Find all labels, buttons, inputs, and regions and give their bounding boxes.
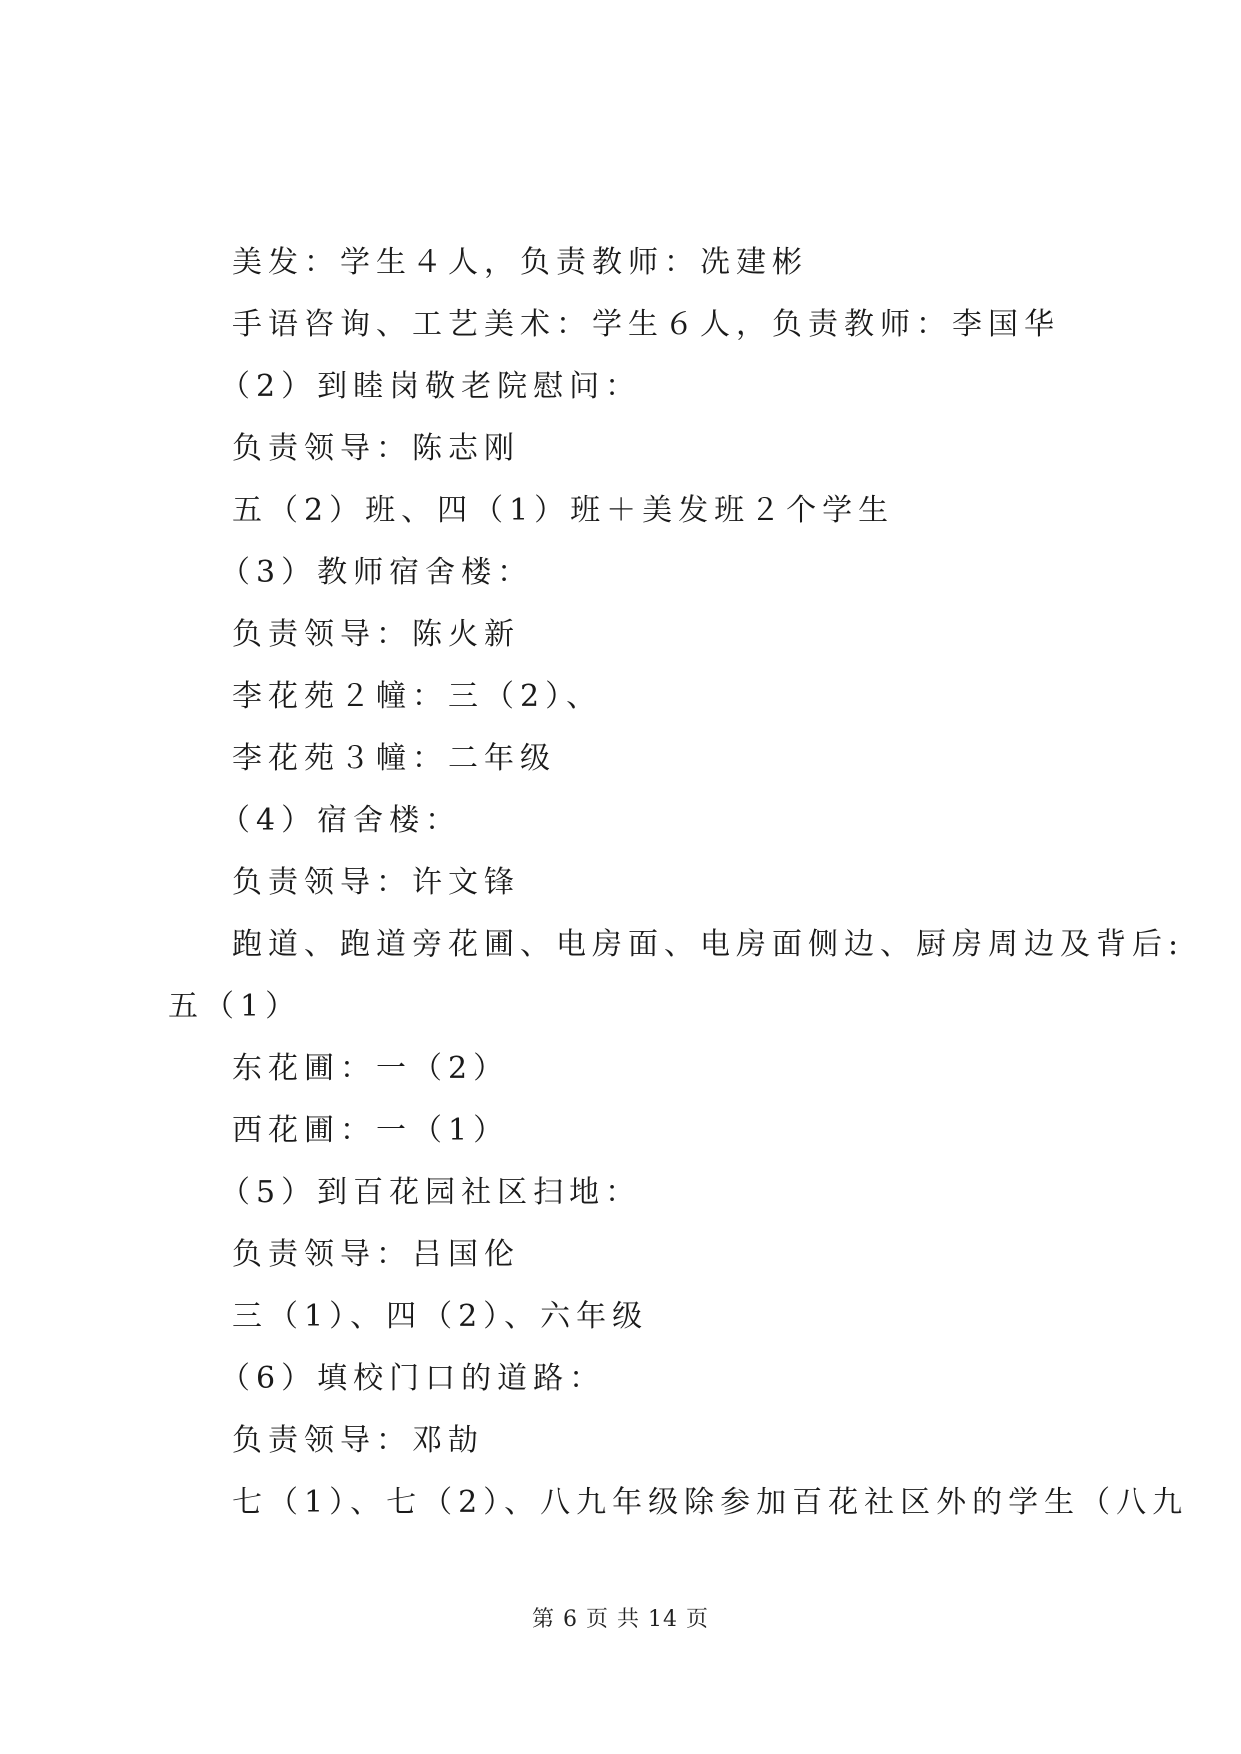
text-line: 手语咨询、工艺美术：学生６人，负责教师：李国华 (232, 307, 1060, 342)
text-line: 三（1）、四（2）、六年级 (232, 1299, 649, 1334)
text-line: 负责领导：吕国伦 (232, 1237, 520, 1272)
text-line: 负责领导：陈志刚 (232, 431, 520, 466)
text-line: 跑道、跑道旁花圃、电房面、电房面侧边、厨房周边及背后: (232, 927, 1185, 962)
text-line: 七（1）、七（2）、八九年级除参加百花社区外的学生（八九 (232, 1485, 1189, 1520)
text-line: 美发：学生４人，负责教师：冼建彬 (232, 245, 808, 280)
text-line: 李花苑３幢：二年级 (232, 741, 556, 776)
text-line: 东花圃：一（2） (232, 1051, 510, 1086)
text-line: （5）到百花园社区扫地： (220, 1175, 642, 1210)
text-line: 负责领导：许文锋 (232, 865, 520, 900)
text-line: 负责领导：邓劼 (232, 1423, 484, 1458)
text-line: 李花苑２幢：三（2）、 (232, 679, 603, 714)
text-line: 负责领导：陈火新 (232, 617, 520, 652)
document-body (168, 232, 1189, 1534)
text-line: （3）教师宿舍楼： (220, 555, 534, 590)
page-footer: 第 6 页 共 14 页 (532, 1607, 709, 1632)
text-line: （6）填校门口的道路： (220, 1361, 606, 1396)
text-line: （4）宿舍楼： (220, 803, 462, 838)
text-line: 五（2）班、四（1）班＋美发班２个学生 (232, 493, 895, 528)
text-line: 西花圃：一（1） (232, 1113, 510, 1148)
text-line: 五（1） (168, 989, 302, 1024)
text-line: （2）到睦岗敬老院慰问： (220, 369, 642, 404)
